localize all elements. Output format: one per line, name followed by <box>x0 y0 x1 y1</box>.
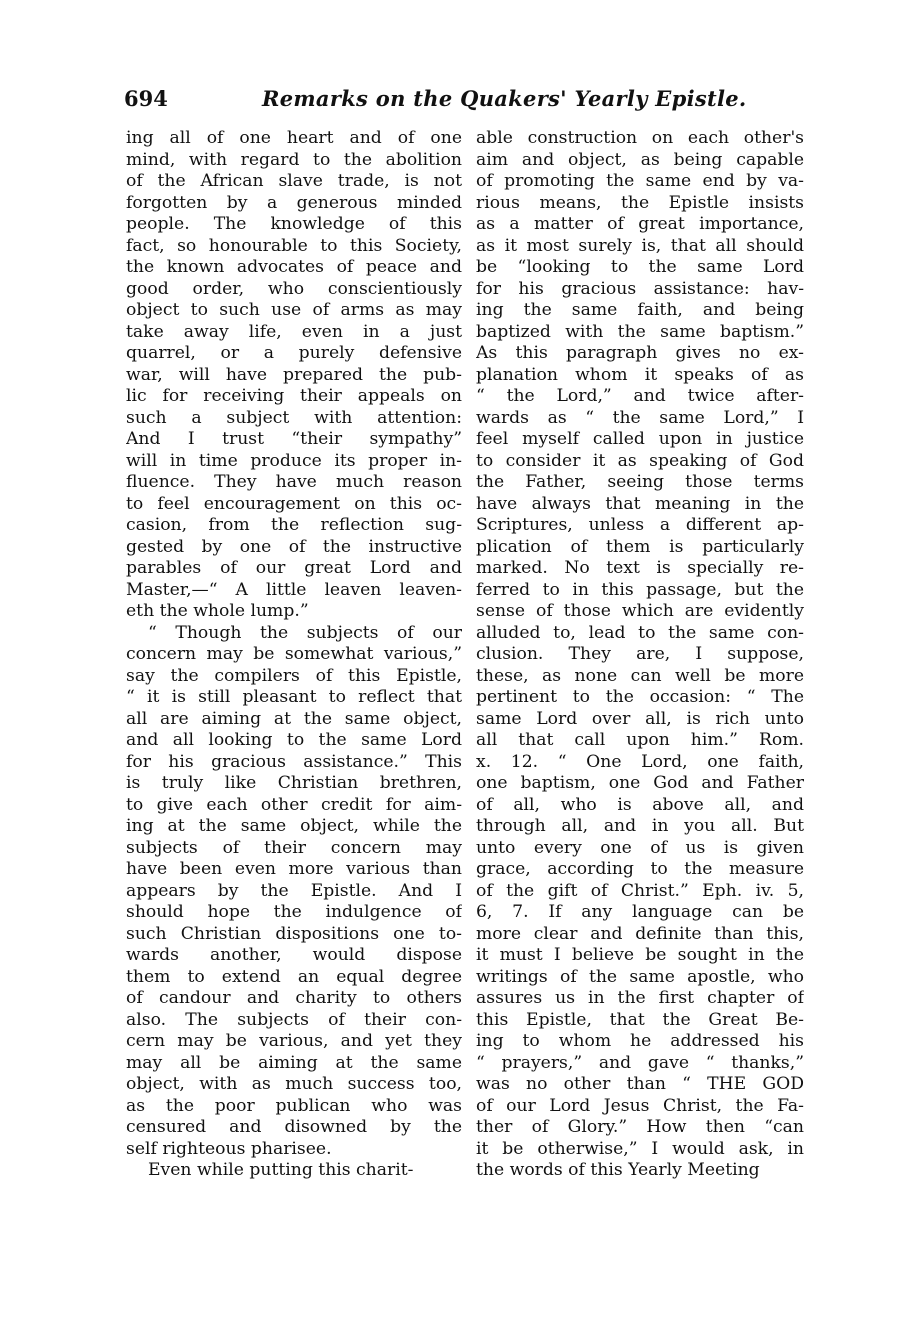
text-line: casion, from the reflection sug- <box>126 515 462 535</box>
text-line: unto every one of us is given <box>476 837 804 858</box>
text-line: also. The subjects of their con- <box>126 1009 462 1030</box>
text-line: forgotten by a generous minded <box>126 192 462 213</box>
text-line: it be otherwise,” I would ask, in <box>476 1138 804 1159</box>
text-line: these, as none can well be more <box>476 665 804 686</box>
text-line: alluded to, lead to the same con- <box>476 622 804 643</box>
text-line: 6, 7. If any language can be <box>476 902 804 922</box>
text-line: this Epistle, that the Great Be- <box>476 1009 804 1030</box>
text-line: have been even more various than <box>126 859 462 879</box>
left-text-column <box>126 128 462 1208</box>
text-line: assures us in the first chapter of <box>476 988 804 1008</box>
text-line: wards as “ the same Lord,” I <box>476 407 804 428</box>
running-head: Remarks on the Quakers' Yearly Epistle. <box>262 86 747 111</box>
text-line: ing to whom he addressed his <box>476 1031 804 1051</box>
text-line: marked. No text is specially re- <box>476 558 804 578</box>
text-line: ing at the same object, while the <box>126 816 462 836</box>
text-line: one baptism, one God and Father <box>476 773 804 793</box>
text-line: and all looking to the same Lord <box>126 730 462 750</box>
text-line: should hope the indulgence of <box>126 902 462 922</box>
text-line: Scriptures, unless a different ap- <box>476 515 804 535</box>
page-header <box>124 86 804 120</box>
text-line: object, with as much success too, <box>126 1074 462 1094</box>
text-line: of candour and charity to others <box>126 988 462 1008</box>
text-line: may all be aiming at the same <box>126 1052 462 1073</box>
text-line: the known advocates of peace and <box>126 257 462 277</box>
text-line: it must I believe be sought in the <box>476 945 804 965</box>
text-line: is truly like Christian brethren, <box>126 773 462 793</box>
text-line: quarrel, or a purely defensive <box>126 343 462 363</box>
text-line: appears by the Epistle. And I <box>126 880 462 901</box>
text-line: And I trust “their sympathy” <box>126 429 462 449</box>
text-line: pertinent to the occasion: “ The <box>476 687 804 707</box>
text-line: of the gift of Christ.” Eph. iv. 5, <box>476 880 804 901</box>
text-line: writings of the same apostle, who <box>476 966 804 987</box>
text-line: of all, who is above all, and <box>476 794 804 815</box>
text-line: clusion. They are, I suppose, <box>476 644 804 664</box>
text-line: ferred to in this passage, but the <box>476 579 804 600</box>
text-line: concern may be somewhat various,” <box>126 644 462 664</box>
text-line: such Christian dispositions one to- <box>126 923 462 944</box>
text-line: more clear and definite than this, <box>476 923 804 944</box>
text-line: fact, so honourable to this Society, <box>126 235 462 256</box>
text-line: be “looking to the same Lord <box>476 257 804 277</box>
text-line: cern may be various, and yet they <box>126 1031 462 1051</box>
text-line: parables of our great Lord and <box>126 558 462 578</box>
text-line: was no other than “ THE GOD <box>476 1074 804 1094</box>
text-line: “ it is still pleasant to reflect that <box>126 687 462 707</box>
text-line: gested by one of the instructive <box>126 536 462 557</box>
text-line: of the African slave trade, is not <box>126 171 462 191</box>
text-line: mind, with regard to the abolition <box>126 149 462 170</box>
text-line: same Lord over all, is rich unto <box>476 708 804 729</box>
text-line: for his gracious assistance: hav- <box>476 278 804 299</box>
text-line: to feel encouragement on this oc- <box>126 493 462 514</box>
text-line: for his gracious assistance.” This <box>126 751 462 772</box>
text-line: as it most surely is, that all should <box>476 235 804 256</box>
text-line: to consider it as speaking of God <box>476 450 804 471</box>
text-line: self righteous pharisee. <box>126 1138 332 1159</box>
text-line: them to extend an equal degree <box>126 966 462 987</box>
text-line: plication of them is particularly <box>476 536 804 557</box>
text-line: sense of those which are evidently <box>476 601 804 621</box>
text-line: have always that meaning in the <box>476 493 804 514</box>
text-line: as the poor publican who was <box>126 1095 462 1116</box>
text-line: the words of this Yearly Meeting <box>476 1160 760 1180</box>
text-line: wards another, would dispose <box>126 945 462 965</box>
text-line: ing all of one heart and of one <box>126 128 462 148</box>
text-line: baptized with the same baptism.” <box>476 321 804 342</box>
text-line: Master,—“ A little leaven leaven- <box>126 579 462 600</box>
text-line: censured and disowned by the <box>126 1117 462 1137</box>
text-line: such a subject with attention: <box>126 407 462 428</box>
text-line: fluence. They have much reason <box>126 472 462 492</box>
text-line: eth the whole lump.” <box>126 601 309 621</box>
text-line: As this paragraph gives no ex- <box>476 343 804 363</box>
right-text-column <box>476 128 804 1208</box>
page-number: 694 <box>124 86 168 111</box>
text-line: grace, according to the measure <box>476 859 804 879</box>
text-line: war, will have prepared the pub- <box>126 364 462 385</box>
text-line: to give each other credit for aim- <box>126 794 462 815</box>
text-line: Even while putting this charit- <box>148 1160 414 1180</box>
text-line: ing the same faith, and being <box>476 300 804 320</box>
text-line: say the compilers of this Epistle, <box>126 665 462 686</box>
text-line: aim and object, as being capable <box>476 149 804 170</box>
text-line: able construction on each other's <box>476 128 804 148</box>
text-line: lic for receiving their appeals on <box>126 386 462 406</box>
text-line: subjects of their concern may <box>126 837 462 858</box>
text-line: planation whom it speaks of as <box>476 364 804 385</box>
text-line: all are aiming at the same object, <box>126 708 462 729</box>
text-line: of promoting the same end by va- <box>476 171 804 191</box>
text-line: through all, and in you all. But <box>476 816 804 836</box>
text-line: ther of Glory.” How then “can <box>476 1117 804 1137</box>
text-line: object to such use of arms as may <box>126 300 462 320</box>
text-line: x. 12. “ One Lord, one faith, <box>476 751 804 772</box>
text-line: take away life, even in a just <box>126 321 462 342</box>
text-line: good order, who conscientiously <box>126 278 462 299</box>
text-line: “ prayers,” and gave “ thanks,” <box>476 1052 804 1073</box>
text-line: “ Though the subjects of our <box>148 622 462 643</box>
text-line: the Father, seeing those terms <box>476 472 804 492</box>
text-line: rious means, the Epistle insists <box>476 192 804 213</box>
text-line: “ the Lord,” and twice after- <box>476 386 804 406</box>
text-line: people. The knowledge of this <box>126 214 462 234</box>
text-line: of our Lord Jesus Christ, the Fa- <box>476 1095 804 1116</box>
text-line: as a matter of great importance, <box>476 214 804 234</box>
text-line: all that call upon him.” Rom. <box>476 730 804 750</box>
text-line: will in time produce its proper in- <box>126 450 462 471</box>
text-line: feel myself called upon in justice <box>476 429 804 449</box>
